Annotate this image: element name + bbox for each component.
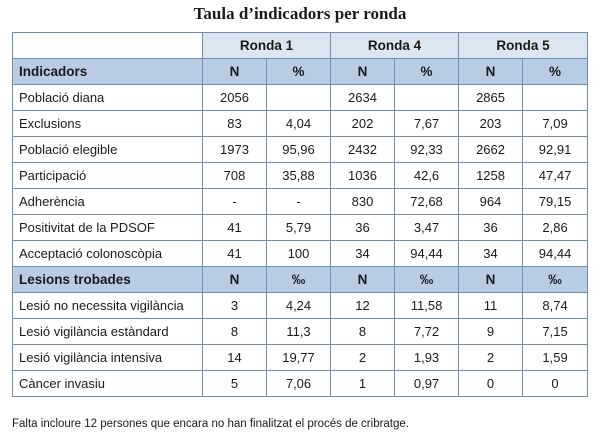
value-cell: 92,33 <box>395 137 459 163</box>
indicators-table <box>12 32 588 397</box>
table-row <box>13 293 588 319</box>
value-cell: 1973 <box>203 137 267 163</box>
row-label: Lesió vigilància estàndard <box>13 319 203 345</box>
table-row <box>13 215 588 241</box>
value-cell <box>523 85 588 111</box>
value-cell: 34 <box>331 241 395 267</box>
row-label: Acceptació colonoscòpia <box>13 241 203 267</box>
value-cell: 2432 <box>331 137 395 163</box>
value-cell: 7,72 <box>395 319 459 345</box>
table-row <box>13 345 588 371</box>
value-cell: 11,58 <box>395 293 459 319</box>
ronda-5-header: Ronda 5 <box>459 33 588 59</box>
value-cell: 5 <box>203 371 267 397</box>
row-label: Població elegible <box>13 137 203 163</box>
value-cell: 7,67 <box>395 111 459 137</box>
column-header: N <box>203 267 267 293</box>
value-cell: 83 <box>203 111 267 137</box>
value-cell: - <box>203 189 267 215</box>
value-cell: 11,3 <box>267 319 331 345</box>
lesions-band-row <box>13 267 588 293</box>
value-cell: 92,91 <box>523 137 588 163</box>
value-cell: 42,6 <box>395 163 459 189</box>
value-cell: 36 <box>459 215 523 241</box>
value-cell: 4,04 <box>267 111 331 137</box>
indicadors-band-label: Indicadors <box>13 59 203 85</box>
table-row <box>13 85 588 111</box>
value-cell: 2634 <box>331 85 395 111</box>
value-cell: - <box>267 189 331 215</box>
value-cell: 19,77 <box>267 345 331 371</box>
table-row <box>13 189 588 215</box>
value-cell: 3,47 <box>395 215 459 241</box>
value-cell: 202 <box>331 111 395 137</box>
column-header: N <box>459 267 523 293</box>
value-cell: 1258 <box>459 163 523 189</box>
value-cell: 203 <box>459 111 523 137</box>
table-row <box>13 319 588 345</box>
row-label: Participació <box>13 163 203 189</box>
table-row <box>13 241 588 267</box>
value-cell: 7,06 <box>267 371 331 397</box>
value-cell: 708 <box>203 163 267 189</box>
column-header: ‰ <box>523 267 588 293</box>
column-header: ‰ <box>267 267 331 293</box>
lesions-band-label: Lesions trobades <box>13 267 203 293</box>
row-label: Població diana <box>13 85 203 111</box>
value-cell <box>267 85 331 111</box>
value-cell <box>395 85 459 111</box>
value-cell: 0,97 <box>395 371 459 397</box>
value-cell: 2,86 <box>523 215 588 241</box>
column-header: N <box>459 59 523 85</box>
value-cell: 35,88 <box>267 163 331 189</box>
value-cell: 3 <box>203 293 267 319</box>
ronda-4-header: Ronda 4 <box>331 33 459 59</box>
value-cell: 0 <box>523 371 588 397</box>
value-cell: 94,44 <box>523 241 588 267</box>
value-cell: 41 <box>203 241 267 267</box>
value-cell: 2662 <box>459 137 523 163</box>
row-label: Exclusions <box>13 111 203 137</box>
row-label: Càncer invasiu <box>13 371 203 397</box>
ronda-1-header: Ronda 1 <box>203 33 331 59</box>
value-cell: 79,15 <box>523 189 588 215</box>
column-header: N <box>203 59 267 85</box>
value-cell: 9 <box>459 319 523 345</box>
column-header: % <box>267 59 331 85</box>
value-cell: 7,15 <box>523 319 588 345</box>
row-label: Lesió vigilància intensiva <box>13 345 203 371</box>
column-header: % <box>395 59 459 85</box>
value-cell: 11 <box>459 293 523 319</box>
value-cell: 8 <box>203 319 267 345</box>
value-cell: 4,24 <box>267 293 331 319</box>
row-label: Adherència <box>13 189 203 215</box>
value-cell: 7,09 <box>523 111 588 137</box>
row-label: Lesió no necessita vigilància <box>13 293 203 319</box>
table-row <box>13 371 588 397</box>
row-label: Positivitat de la PDSOF <box>13 215 203 241</box>
value-cell: 1,59 <box>523 345 588 371</box>
table-title: Taula d’indicadors per ronda <box>193 4 407 23</box>
value-cell: 72,68 <box>395 189 459 215</box>
column-header: % <box>523 59 588 85</box>
value-cell: 1 <box>331 371 395 397</box>
value-cell: 0 <box>459 371 523 397</box>
value-cell: 1,93 <box>395 345 459 371</box>
table-row <box>13 137 588 163</box>
ronda-header-row <box>13 33 588 59</box>
indicadors-band-row <box>13 59 588 85</box>
value-cell: 1036 <box>331 163 395 189</box>
value-cell: 95,96 <box>267 137 331 163</box>
value-cell: 100 <box>267 241 331 267</box>
table-row <box>13 163 588 189</box>
value-cell: 47,47 <box>523 163 588 189</box>
value-cell: 5,79 <box>267 215 331 241</box>
value-cell: 2865 <box>459 85 523 111</box>
column-header: ‰ <box>395 267 459 293</box>
column-header: N <box>331 267 395 293</box>
corner-cell <box>13 33 203 59</box>
value-cell: 94,44 <box>395 241 459 267</box>
value-cell: 2 <box>459 345 523 371</box>
value-cell: 12 <box>331 293 395 319</box>
value-cell: 8,74 <box>523 293 588 319</box>
value-cell: 36 <box>331 215 395 241</box>
value-cell: 14 <box>203 345 267 371</box>
value-cell: 34 <box>459 241 523 267</box>
value-cell: 8 <box>331 319 395 345</box>
footnote: Falta incloure 12 persones que encara no han finalitzat el procés de cribratge. <box>12 418 409 430</box>
column-header: N <box>331 59 395 85</box>
value-cell: 964 <box>459 189 523 215</box>
value-cell: 2056 <box>203 85 267 111</box>
value-cell: 830 <box>331 189 395 215</box>
value-cell: 2 <box>331 345 395 371</box>
value-cell: 41 <box>203 215 267 241</box>
table-row <box>13 111 588 137</box>
